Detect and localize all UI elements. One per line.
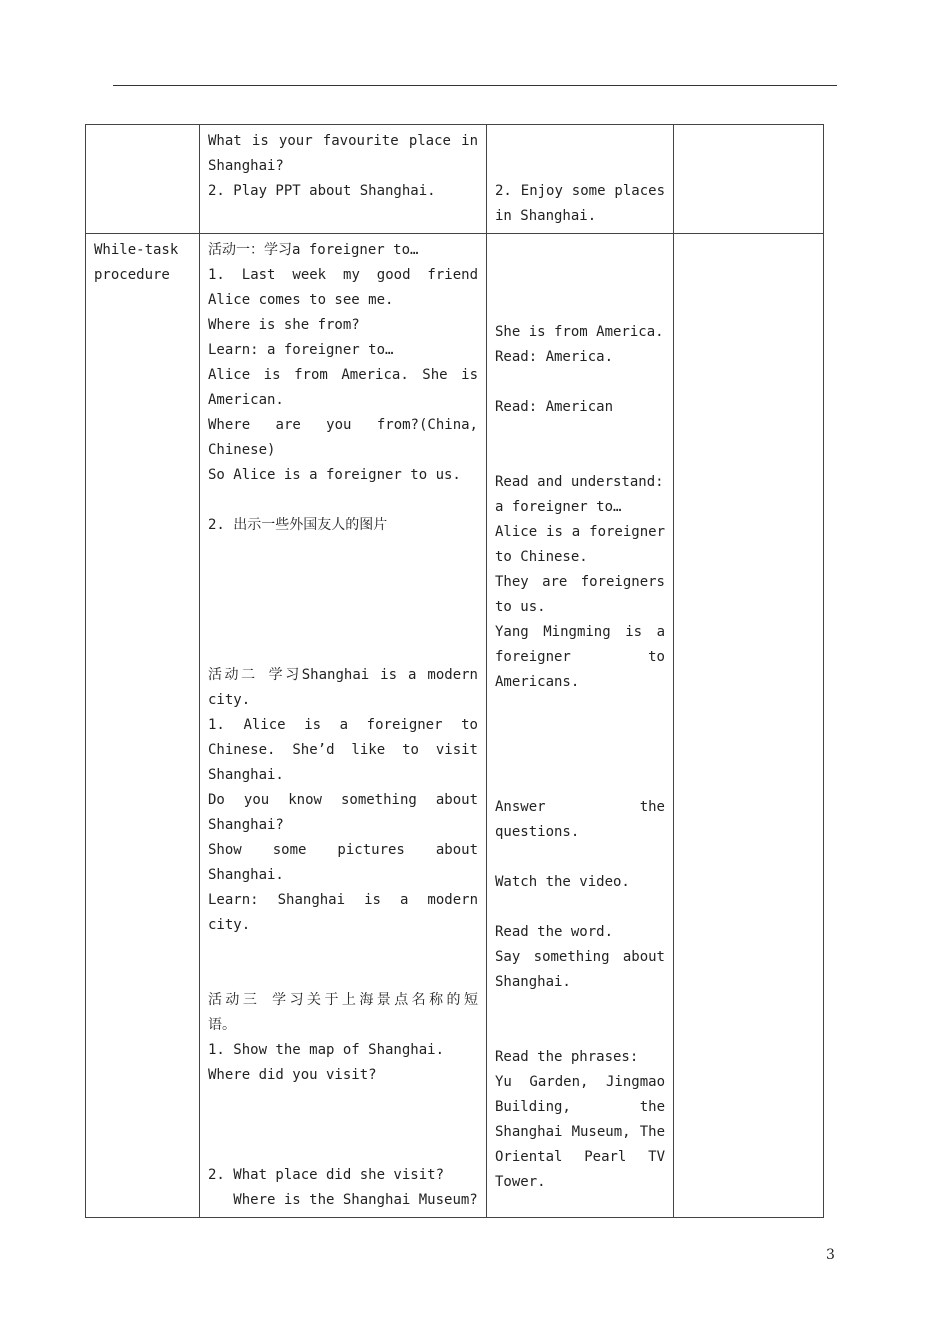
table-row: [86, 125, 824, 234]
blank-line: [208, 638, 478, 663]
text-line: Read the phrases:: [495, 1049, 639, 1065]
blank-line: [495, 245, 665, 270]
text-line: 1. Alice is a foreigner to: [208, 717, 478, 733]
text-line: 2. What place did she visit?: [208, 1167, 445, 1183]
text-line: 2. Enjoy some places: [495, 183, 665, 199]
text-line: city.: [208, 692, 251, 708]
text-line: Do you know something about: [208, 792, 478, 808]
text-line: Shanghai?: [208, 158, 284, 174]
text-line: Yang Mingming is a: [495, 624, 665, 640]
blank-line: [495, 1020, 665, 1045]
student-lines: [495, 238, 665, 1195]
teacher-lines-top: [208, 129, 478, 204]
notes-cell: [674, 234, 824, 1218]
text-line: a foreigner to…: [495, 499, 622, 515]
text-line: Shanghai.: [208, 767, 284, 783]
blank-line: [495, 370, 665, 395]
stage-cell: [86, 234, 200, 1218]
text-line: in Shanghai.: [495, 208, 597, 224]
blank-line: [208, 938, 478, 963]
blank-line: [208, 588, 478, 613]
text-line: Chinese. She’d like to visit: [208, 742, 478, 758]
text-line: While-task: [94, 242, 179, 258]
lesson-plan-table: [85, 124, 824, 1218]
text-line: Oriental Pearl TV: [495, 1149, 665, 1165]
text-line: Answer the: [495, 799, 665, 815]
text-line: Building, the: [495, 1099, 665, 1115]
text-line: 1. Last week my good friend: [208, 267, 478, 283]
header-rule: [113, 85, 837, 86]
text-line: Tower.: [495, 1174, 546, 1190]
teacher-activity-cell: [200, 125, 487, 234]
text-line: Read the word.: [495, 924, 614, 940]
text-line: What is your favourite place in: [208, 133, 478, 149]
text-line: Read: America.: [495, 349, 614, 365]
blank-line: [495, 770, 665, 795]
text-line: Yu Garden, Jingmao: [495, 1074, 665, 1090]
text-line: to us.: [495, 599, 546, 615]
text-line: Learn: a foreigner to…: [208, 342, 394, 358]
text-line: 2. 出示一些外国友人的图片: [208, 517, 388, 533]
text-line: Alice comes to see me.: [208, 292, 394, 308]
text-line: Read and understand:: [495, 474, 664, 490]
text-line: Watch the video.: [495, 874, 630, 890]
text-line: 活动三 学习关于上海景点名称的短: [208, 992, 478, 1008]
text-line: Say something about: [495, 949, 665, 965]
blank-line: [208, 613, 478, 638]
stage-cell: [86, 125, 200, 234]
text-line: foreigner to: [495, 649, 665, 665]
blank-line: [495, 445, 665, 470]
blank-line: [495, 845, 665, 870]
text-line: They are foreigners: [495, 574, 665, 590]
blank-line: [495, 695, 665, 720]
text-line: Where are you from?(China,: [208, 417, 478, 433]
text-line: Learn: Shanghai is a modern: [208, 892, 478, 908]
text-line: 活动一：学习a foreigner to…: [208, 242, 419, 258]
text-line: to Chinese.: [495, 549, 588, 565]
text-line: Shanghai Museum, The: [495, 1124, 665, 1140]
text-line: Americans.: [495, 674, 580, 690]
text-line: So Alice is a foreigner to us.: [208, 467, 461, 483]
blank-line: [208, 1138, 478, 1163]
student-lines-top: [495, 129, 665, 229]
blank-line: [208, 1113, 478, 1138]
text-line: 活动二 学习Shanghai is a modern: [208, 667, 478, 683]
text-line: Chinese): [208, 442, 276, 458]
text-line: Alice is from America. She is: [208, 367, 478, 383]
notes-cell: [674, 125, 824, 234]
text-line: procedure: [94, 267, 170, 283]
blank-line: [495, 895, 665, 920]
text-line: city.: [208, 917, 251, 933]
blank-line: [495, 270, 665, 295]
blank-line: [208, 538, 478, 563]
text-line: Where did you visit?: [208, 1067, 377, 1083]
text-line: Where is the Shanghai Museum?: [208, 1192, 478, 1208]
student-activity-cell: [487, 234, 674, 1218]
student-activity-cell: [487, 125, 674, 234]
text-line: American.: [208, 392, 284, 408]
text-line: Shanghai.: [495, 974, 571, 990]
text-line: Alice is a foreigner: [495, 524, 665, 540]
blank-line: [495, 720, 665, 745]
blank-line: [495, 295, 665, 320]
blank-line: [208, 1088, 478, 1113]
text-line: 2. Play PPT about Shanghai.: [208, 183, 436, 199]
text-line: She is from America.: [495, 324, 664, 340]
text-line: 1. Show the map of Shanghai.: [208, 1042, 445, 1058]
blank-line: [208, 488, 478, 513]
text-line: Show some pictures about: [208, 842, 478, 858]
text-line: 语。: [208, 1017, 236, 1033]
blank-line: [495, 420, 665, 445]
text-line: Shanghai.: [208, 867, 284, 883]
text-line: Shanghai?: [208, 817, 284, 833]
blank-line: [495, 995, 665, 1020]
page-number: 3: [826, 1247, 835, 1263]
blank-line: [208, 963, 478, 988]
text-line: questions.: [495, 824, 580, 840]
text-line: Read: American: [495, 399, 614, 415]
stage-lines: [94, 238, 191, 288]
blank-line: [495, 745, 665, 770]
teacher-lines: [208, 238, 478, 1213]
text-line: Where is she from?: [208, 317, 360, 333]
table-row: [86, 234, 824, 1218]
teacher-activity-cell: [200, 234, 487, 1218]
blank-line: [208, 563, 478, 588]
